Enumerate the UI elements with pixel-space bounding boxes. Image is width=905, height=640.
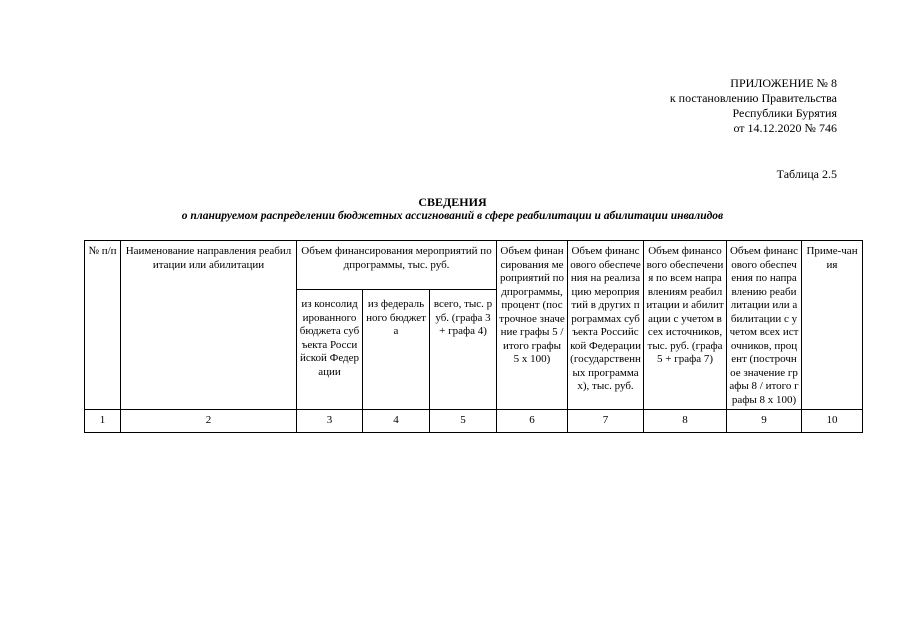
header-financing-percent: Объем финансирования мероприятий подпрограммы, процент (построчное значение графы 5 / итого графы 5 x 100) bbox=[497, 241, 568, 410]
document-title: СВЕДЕНИЯ bbox=[418, 195, 487, 209]
column-number: 1 bbox=[85, 410, 121, 433]
column-number: 5 bbox=[430, 410, 497, 433]
header-notes: Приме-чания bbox=[802, 241, 863, 410]
table-number: Таблица 2.5 bbox=[776, 167, 837, 181]
header-total: всего, тыс. руб. (графа 3 + графа 4) bbox=[430, 290, 497, 410]
header-number: № п/п bbox=[85, 241, 121, 410]
column-number: 4 bbox=[363, 410, 430, 433]
header-other-programs: Объем финансового обеспечения на реализацию мероприятий в других программах субъекта Российской Федерации (государственных программах), тыс. руб. bbox=[568, 241, 644, 410]
appendix-date: от 14.12.2020 № 746 bbox=[733, 121, 837, 135]
column-number: 9 bbox=[727, 410, 802, 433]
column-number: 10 bbox=[802, 410, 863, 433]
allocation-table bbox=[84, 240, 863, 433]
appendix-decree: к постановлению Правительства bbox=[669, 91, 837, 105]
document-subtitle: о планируемом распределении бюджетных ассигнований в сфере реабилитации и абилитации инвалидов bbox=[181, 210, 724, 222]
column-number: 8 bbox=[644, 410, 727, 433]
appendix-republic: Республики Бурятия bbox=[732, 106, 837, 120]
appendix-block bbox=[670, 76, 837, 136]
header-consolidated-budget: из консолидированного бюджета субъекта Российской Федерации bbox=[297, 290, 363, 410]
header-direction-percent: Объем финансового обеспечения по направлению реабилитации или абилитации с учетом всех источников, процент (построчное значение графы 8 / итого графы 8 x 100) bbox=[727, 241, 802, 410]
appendix-title: ПРИЛОЖЕНИЕ № 8 bbox=[730, 76, 837, 90]
header-financing-volume: Объем финансирования мероприятий подпрограммы, тыс. руб. bbox=[297, 241, 497, 290]
header-row-1 bbox=[85, 241, 863, 290]
column-number: 2 bbox=[121, 410, 297, 433]
header-all-directions: Объем финансового обеспечения по всем направлениям реабилитации и абилитации с учетом всех источников, тыс. руб. (графа 5 + графа 7) bbox=[644, 241, 727, 410]
header-federal-budget: из федерального бюджета bbox=[363, 290, 430, 410]
header-direction-name: Наименование направления реабилитации или абилитации bbox=[121, 241, 297, 410]
column-number: 6 bbox=[497, 410, 568, 433]
column-number: 3 bbox=[297, 410, 363, 433]
column-number: 7 bbox=[568, 410, 644, 433]
column-number-row bbox=[85, 410, 863, 433]
